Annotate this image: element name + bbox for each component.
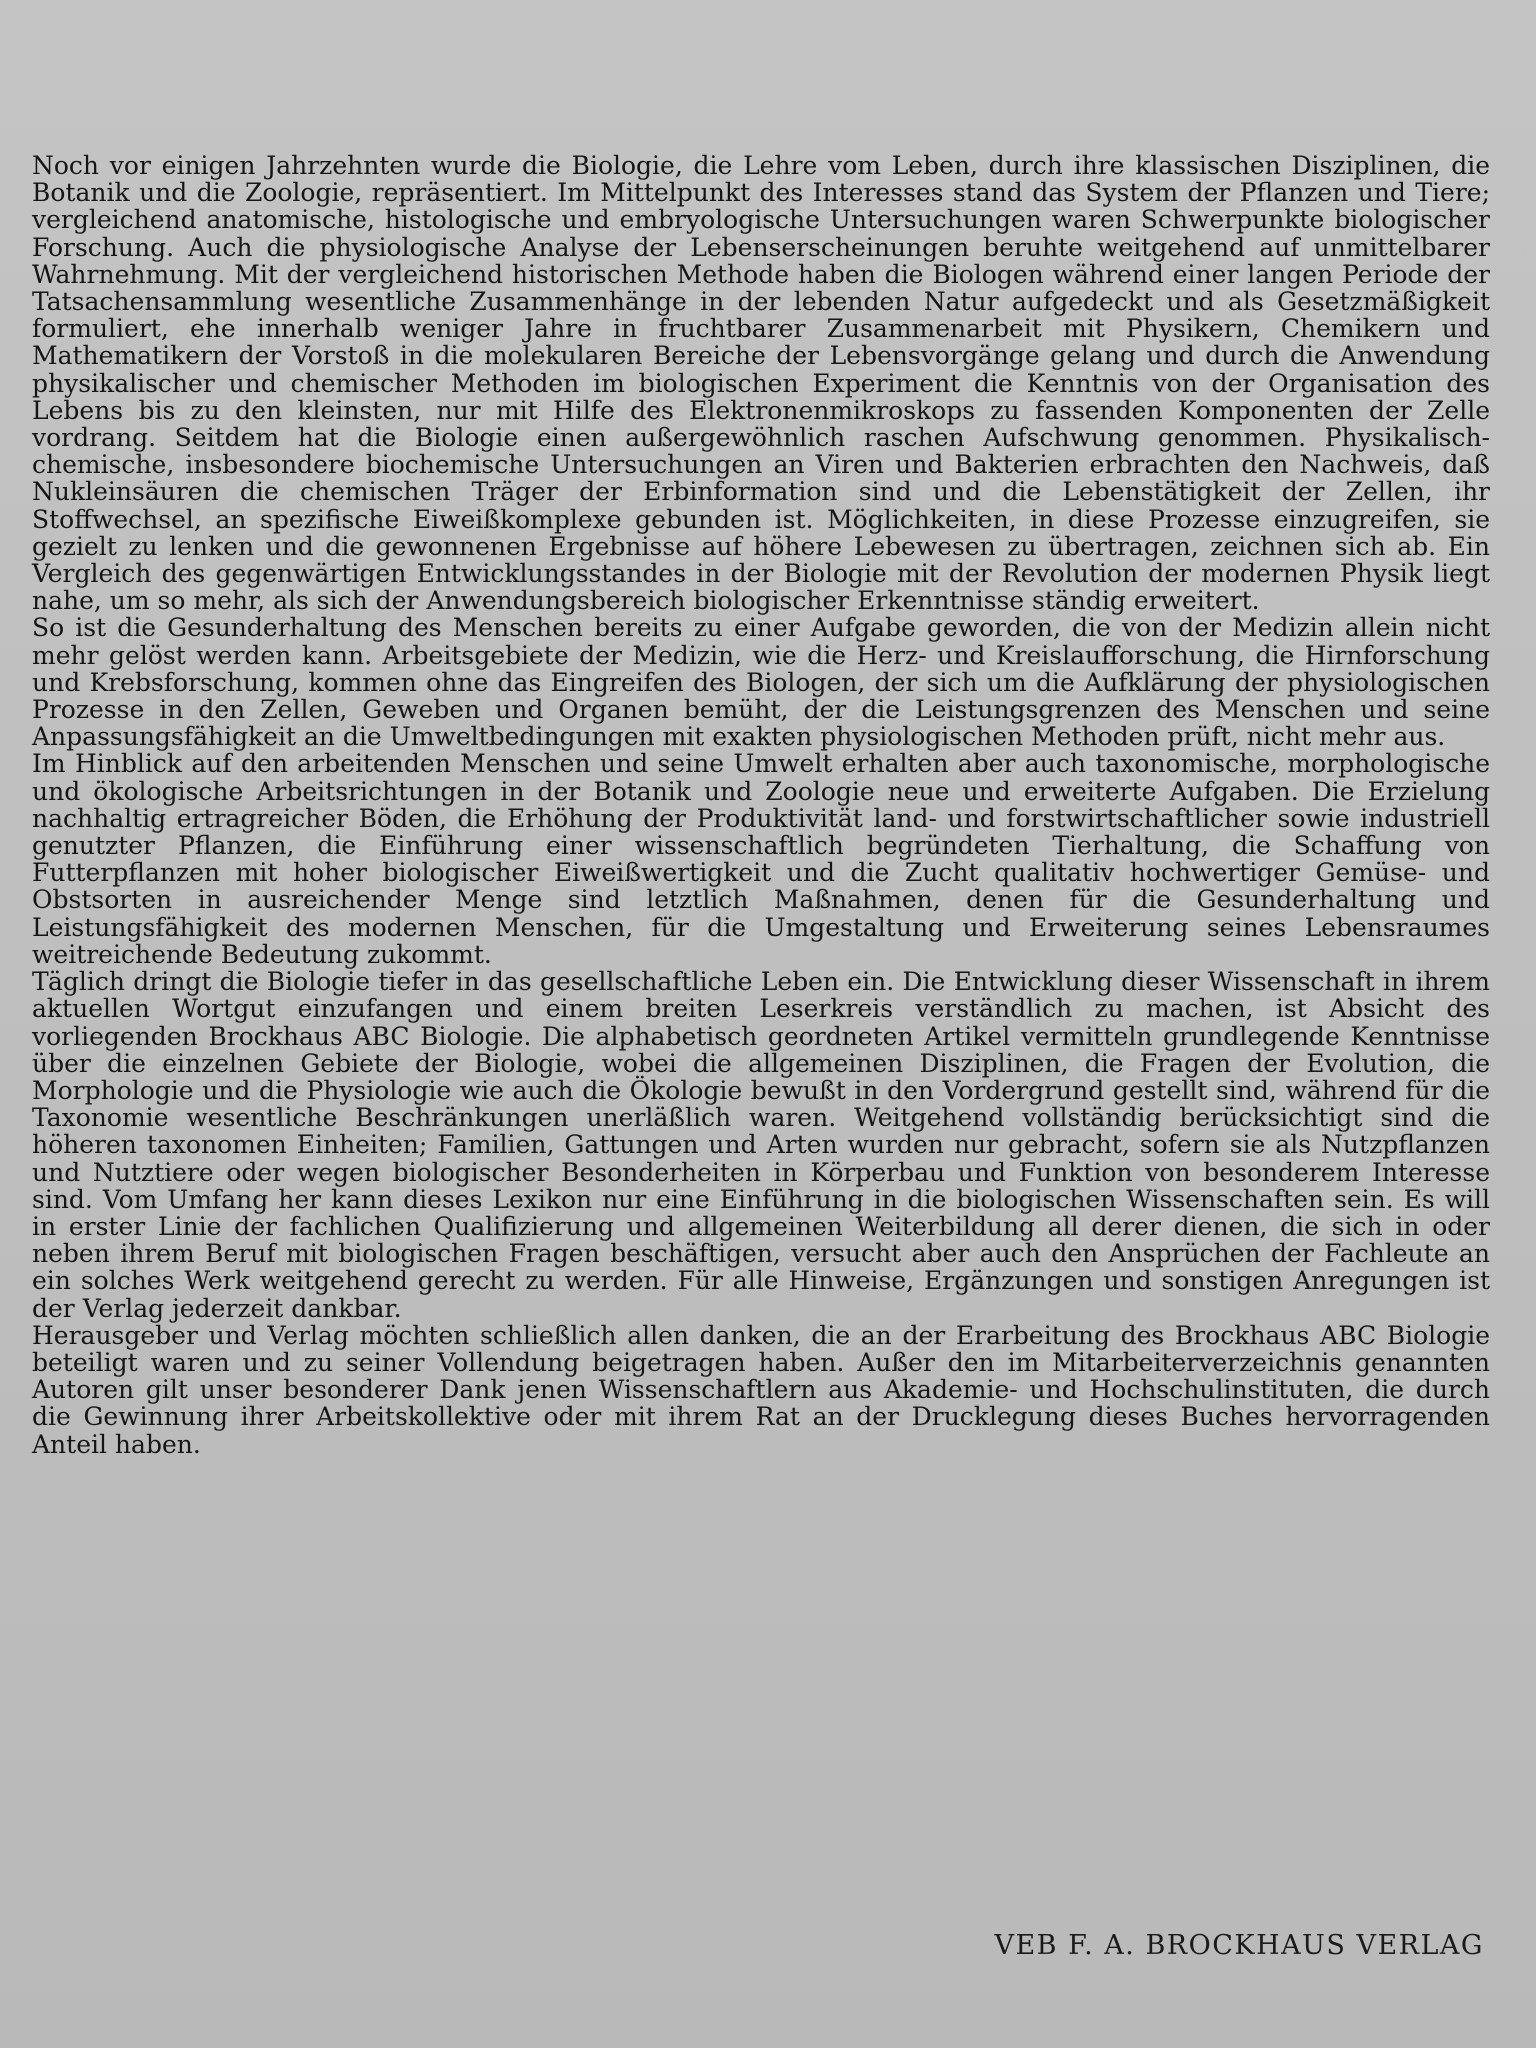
paragraph-thanks: Herausgeber und Verlag möchten schließlich allen danken, die an der Erarbeitung des Brockhaus ABC Biologie beteiligt waren und zu seiner Vollendung beigetragen haben. Außer den im Mitarbeiterverzeichnis genannten Autoren gilt unser besonderer Dank jenen Wissenschaftlern aus Akademie- und Hochschulinstituten, die durch die Gewinnung ihrer Arbeitskollektive oder mit ihrem Rat an der Drucklegung dieses Buches hervorragenden Anteil haben. — [32, 1320, 1490, 1459]
paragraph-environment: Im Hinblick auf den arbeitenden Menschen und seine Umwelt erhalten aber auch taxonomische, morphologische und ökologische Arbeitsrichtungen in der Botanik und Zoologie neue und erweiterte Aufgaben. Die Erzielung nachhaltig ertragreicher Böden, die Erhöhung der Produktivität land- und forstwirtschaftlicher sowie industriell genutzter Pflanzen, die Einführung einer wissenschaftlich begründeten Tierhaltung, die Schaffung von Futterpflanzen mit hoher biologischer Eiweißwertigkeit und die Zucht qualitativ hochwertiger Gemüse- und Obstsorten in ausreichender Menge sind letztlich Maßnahmen, denen für die Gesunderhaltung und Leistungsfähigkeit des modernen Menschen, für die Umgestaltung und Erweiterung seines Lebensraumes weitreichende Bedeutung zukommt. — [32, 749, 1490, 969]
foreword-text — [32, 152, 1490, 1458]
paragraph-lexicon: Täglich dringt die Biologie tiefer in das gesellschaftliche Leben ein. Die Entwicklung dieser Wissenschaft in ihrem aktuellen Wortgut einzufangen und einem breiten Leserkreis verständlich zu machen, ist Absicht des vorliegenden Brockhaus ABC Biologie. Die alphabetisch geordneten Artikel vermitteln grundlegende Kenntnisse über die einzelnen Gebiete der Biologie, wobei die allgemeinen Disziplinen, die Fragen der Evolution, die Morphologie und die Physiologie wie auch die Ökologie bewußt in den Vordergrund gestellt sind, während für die Taxonomie wesentliche Beschränkungen unerläßlich waren. Weitgehend vollständig berücksichtigt sind die höheren taxonomen Einheiten; Familien, Gattungen und Arten wurden nur gebracht, sofern sie als Nutzpflanzen und Nutztiere oder wegen biologischer Besonderheiten in Körperbau und Funktion von besonderem Interesse sind. Vom Umfang her kann dieses Lexikon nur eine Einführung in die biologischen Wissenschaften sein. Es will in erster Linie der fachlichen Qualifizierung und allgemeinen Weiterbildung all derer dienen, die sich in oder neben ihrem Beruf mit biologischen Fragen beschäftigen, versucht aber auch den Ansprüchen der Fachleute an ein solches Werk weitgehend gerecht zu werden. Für alle Hinweise, Ergänzungen und sonstigen Anregungen ist der Verlag jederzeit dankbar. — [32, 967, 1490, 1323]
paragraph-medicine: So ist die Gesunderhaltung des Menschen bereits zu einer Aufgabe geworden, die von der Medizin allein nicht mehr gelöst werden kann. Arbeitsgebiete der Medizin, wie die Herz- und Kreislaufforschung, die Hirnforschung und Krebsforschung, kommen ohne das Eingreifen des Biologen, der sich um die Aufklärung der physiologischen Prozesse in den Zellen, Geweben und Organen bemüht, der die Leistungsgrenzen des Menschen und seine Anpassungsfähigkeit an die Umweltbedingungen mit exakten physiologischen Methoden prüft, nicht mehr aus. — [32, 613, 1490, 752]
publisher-signature: VEB F. A. BROCKHAUS VERLAG — [994, 1930, 1484, 1961]
paragraph-intro: Noch vor einigen Jahrzehnten wurde die Biologie, die Lehre vom Leben, durch ihre klassischen Disziplinen, die Botanik und die Zoologie, repräsentiert. Im Mittelpunkt des Interesses stand das System der Pflanzen und Tiere; vergleichend anatomische, histologische und embryologische Untersuchungen waren Schwerpunkte biologischer Forschung. Auch die physiologische Analyse der Lebenserscheinungen beruhte weitgehend auf unmittelbarer Wahrnehmung. Mit der vergleichend historischen Methode haben die Biologen während einer langen Periode der Tatsachensammlung wesentliche Zusammenhänge in der lebenden Natur aufgedeckt und als Gesetzmäßigkeit formuliert, ehe innerhalb weniger Jahre in fruchtbarer Zusammenarbeit mit Physikern, Chemikern und Mathematikern der Vorstoß in die molekularen Bereiche der Lebensvorgänge gelang und durch die Anwendung physikalischer und chemischer Methoden im biologischen Experiment die Kenntnis von der Organisation des Lebens bis zu den kleinsten, nur mit Hilfe des Elektronenmikroskops zu fassenden Komponenten der Zelle vordrang. Seitdem hat die Biologie einen außergewöhnlich raschen Aufschwung genommen. Physikalisch-chemische, insbesondere biochemische Untersuchungen an Viren und Bakterien erbrachten den Nachweis, daß Nukleinsäuren die chemischen Träger der Erbinformation sind und die Lebenstätigkeit der Zellen, ihr Stoffwechsel, an spezifische Eiweißkomplexe gebunden ist. Möglichkeiten, in diese Prozesse einzugreifen, sie gezielt zu lenken und die gewonnenen Ergebnisse auf höhere Lebewesen zu übertragen, zeichnen sich ab. Ein Vergleich des gegenwärtigen Entwicklungsstandes in der Biologie mit der Revolution der modernen Physik liegt nahe, um so mehr, als sich der Anwendungsbereich biologischer Erkenntnisse ständig erweitert. — [32, 151, 1490, 616]
